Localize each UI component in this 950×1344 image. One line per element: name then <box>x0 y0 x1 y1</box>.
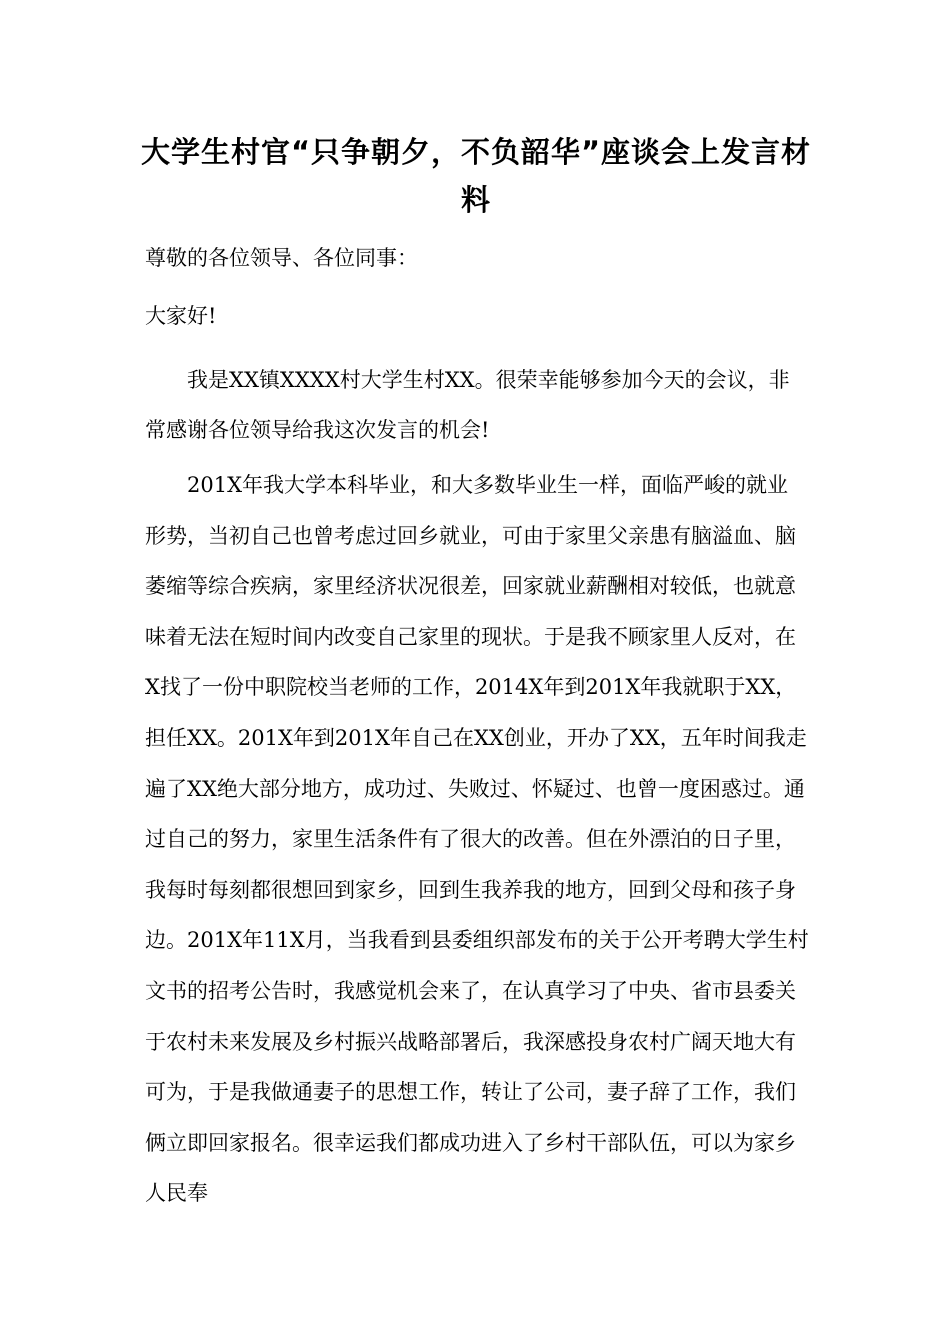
paragraph-introduction: 我是XX镇XXXX村大学生村XX。很荣幸能够参加今天的会议，非常感谢各位领导给我这次发言的机会! <box>145 368 790 442</box>
salutation: 尊敬的各位领导、各位同事： <box>145 246 418 270</box>
greeting: 大家好! <box>145 304 217 328</box>
paragraph-personal-story: 201X年我大学本科毕业，和大多数毕业生一样，面临严峻的就业形势，当初自己也曾考虑过回乡就业，可由于家里父亲患有脑溢血、脑萎缩等综合疾病，家里经济状况很差，回家就业薪酬相对较低，也就意味着无法在短时间内改变自己家里的现状。于是我不顾家里人反对，在X找了一份中职院校当老师的工作，2014X年到201X年我就职于XX，担任XX。201X年到201X年自己在XX创业，开办了XX，五年时间我走遍了XX绝大部分地方，成功过、失败过、怀疑过、也曾一度困惑过。通过自己的努力，家里生活条件有了很大的改善。但在外漂泊的日子里，我每时每刻都很想回到家乡，回到生我养我的地方，回到父母和孩子身边。201X年11X月，当我看到县委组织部发布的关于公开考聘大学生村文书的招考公告时，我感觉机会来了，在认真学习了中央、省市县委关于农村未来发展及乡村振兴战略部署后，我深感投身农村广阔天地大有可为，于是我做通妻子的思想工作，转让了公司，妻子辞了工作，我们俩立即回家报名。很幸运我们都成功进入了乡村干部队伍，可以为家乡人民奉 <box>145 473 809 1206</box>
document-title: 大学生村官“只争朝夕，不负韶华”座谈会上发言材料 <box>140 135 812 217</box>
